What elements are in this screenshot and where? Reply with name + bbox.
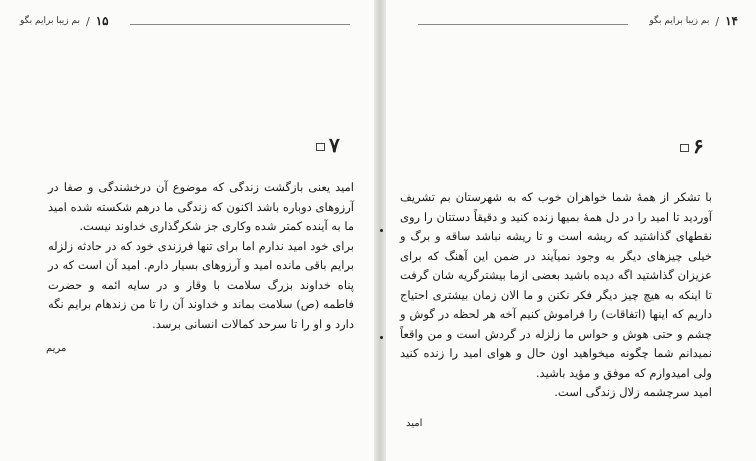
left-signature: مریم [46, 343, 67, 354]
right-section-mark: ۶ [693, 134, 704, 158]
left-paragraph-1: امید یعنی بازگشت زندگی که موضوع آن درخشندگی و صفا در آرزوهای دوباره باشد اکنون که زندگی ما درهم شکسته شده امید ما به آینده کمتر شده وکاری جز شکرگذاری خداوند نیست. [48, 180, 354, 233]
right-paragraph-2: امید سرچشمه زلال زندگی است. [554, 385, 712, 399]
right-body-text [400, 188, 712, 403]
left-section-box-icon [316, 143, 325, 151]
right-page-number: ۱۴ [725, 14, 738, 28]
right-header-rule [418, 24, 628, 25]
right-header-separator: / [715, 14, 720, 28]
left-running-title: بم زیبا برایم بگو [20, 16, 80, 26]
right-paragraph-1: با تشکر از همهٔ شما خواهران خوب که به شهرستان بم تشریف آوردید تا امید را در دل همهٔ بمیها زنده کنید و دقیقاً دستتان را روی نقطهای گذاشتید که ریشه است و تا ریشه نباشد ساقه و برگ و خیلی چیزهای دیگر به وجود نمیآیند در ضمن این آهنگ که برای عزیزان گذاشتید اگه دیده باشید بعضی ازما بیشترگریه شان گرفت تا اینکه به هیچ چیز دیگر فکر نکنن و ما الان زمان بیشتری احتیاج داریم که اینها (اتفاقات) را فراموش کنیم آخه هر لحظه در گوش و چشم و حتی هوش و حواس ما زلزله در گردش است و من واقعاً نمیدانم شما چگونه میخواهید اون حال و هوای امید را زنده کنید ولی امیدوارم که موفق و مؤید باشید. [400, 190, 712, 380]
left-header-separator: / [85, 14, 90, 28]
gutter-mark [380, 229, 383, 232]
right-signature: امید [406, 418, 423, 429]
gutter-mark [380, 336, 383, 339]
left-paragraph-2: برای خود امید ندارم اما برای تنها فرزندی خود که در حادثه زلزله برایم باقی مانده امید و آرزوهای بسیار دارم. امید آن است که در پناه خداوند بزرگ سلامت با وقار و در سایه ائمه و حضرت فاطمه (ص) سلامت بماند و خداوند آن را تا من زندهام برایم نگه دارد و او را تا سرحد کمالات انسانی برسد. [48, 238, 354, 331]
left-body-text [48, 178, 354, 334]
right-page-header [649, 14, 738, 28]
left-page [0, 0, 374, 461]
left-page-number: ۱۵ [95, 14, 109, 28]
right-page [386, 0, 756, 461]
right-running-title: بم زیبا برایم بگو [649, 16, 710, 26]
left-section-mark: ۷ [329, 133, 340, 157]
right-section-box-icon [680, 144, 689, 152]
left-header-rule [130, 24, 350, 25]
left-page-header [20, 14, 109, 28]
